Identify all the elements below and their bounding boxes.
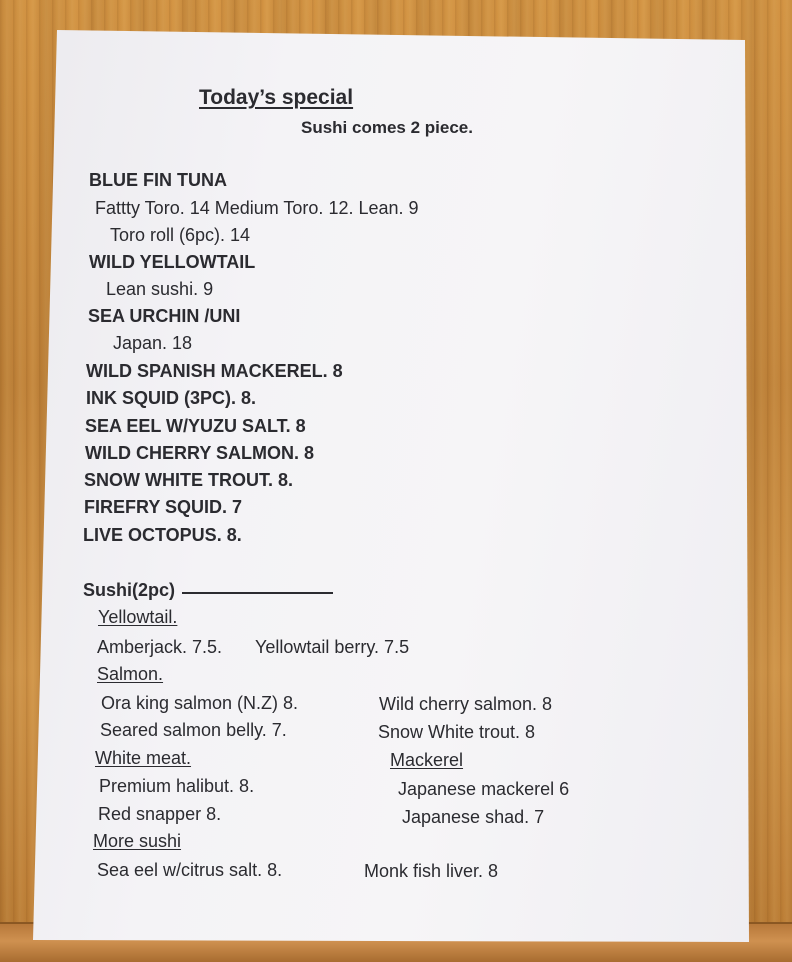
white-meat-subheading: White meat. [95, 748, 192, 768]
special-item: WILD SPANISH MACKEREL. 8 [86, 361, 343, 381]
more-sushi-item: Monk fish liver. 8 [364, 861, 499, 881]
blue-fin-tuna-heading: BLUE FIN TUNA [89, 170, 227, 190]
more-sushi-subheading: More sushi [93, 831, 182, 851]
amberjack-item: Amberjack. 7.5. [97, 637, 223, 657]
sushi-heading-rule [182, 592, 333, 594]
yellowtail-berry-item: Yellowtail berry. 7.5 [255, 637, 410, 657]
white-meat-item: Premium halibut. 8. [99, 776, 255, 796]
more-sushi-item: Sea eel w/citrus salt. 8. [97, 860, 283, 880]
sushi-section-heading: Sushi(2pc) [83, 580, 176, 600]
toro-roll-line: Toro roll (6pc). 14 [110, 225, 251, 245]
salmon-item: Ora king salmon (N.Z) 8. [101, 693, 299, 713]
white-meat-item: Red snapper 8. [98, 804, 222, 824]
tuna-prices-line: Fattty Toro. 14 Medium Toro. 12. Lean. 9 [95, 198, 419, 218]
yellowtail-lean-line: Lean sushi. 9 [106, 279, 214, 299]
yellowtail-subheading: Yellowtail. [98, 607, 178, 627]
special-item: FIREFRY SQUID. 7 [84, 497, 243, 517]
mackerel-item: Japanese mackerel 6 [398, 779, 570, 799]
special-item: SNOW WHITE TROUT. 8. [84, 470, 293, 490]
special-item: WILD CHERRY SALMON. 8 [85, 443, 315, 463]
salmon-item: Snow White trout. 8 [378, 722, 536, 742]
wild-yellowtail-heading: WILD YELLOWTAIL [89, 252, 256, 272]
salmon-subheading: Salmon. [97, 664, 164, 684]
sea-urchin-heading: SEA URCHIN /UNI [88, 306, 241, 326]
special-item: SEA EEL W/YUZU SALT. 8 [85, 416, 306, 436]
menu-title: Today’s special [199, 86, 354, 109]
salmon-item: Seared salmon belly. 7. [100, 720, 287, 740]
special-item: INK SQUID (3PC). 8. [86, 388, 257, 408]
mackerel-item: Japanese shad. 7 [402, 807, 545, 827]
special-item: LIVE OCTOPUS. 8. [83, 525, 242, 545]
salmon-item: Wild cherry salmon. 8 [379, 694, 553, 714]
sea-urchin-line: Japan. 18 [113, 333, 193, 353]
mackerel-subheading: Mackerel [390, 750, 464, 770]
menu-subtitle: Sushi comes 2 piece. [301, 118, 473, 137]
